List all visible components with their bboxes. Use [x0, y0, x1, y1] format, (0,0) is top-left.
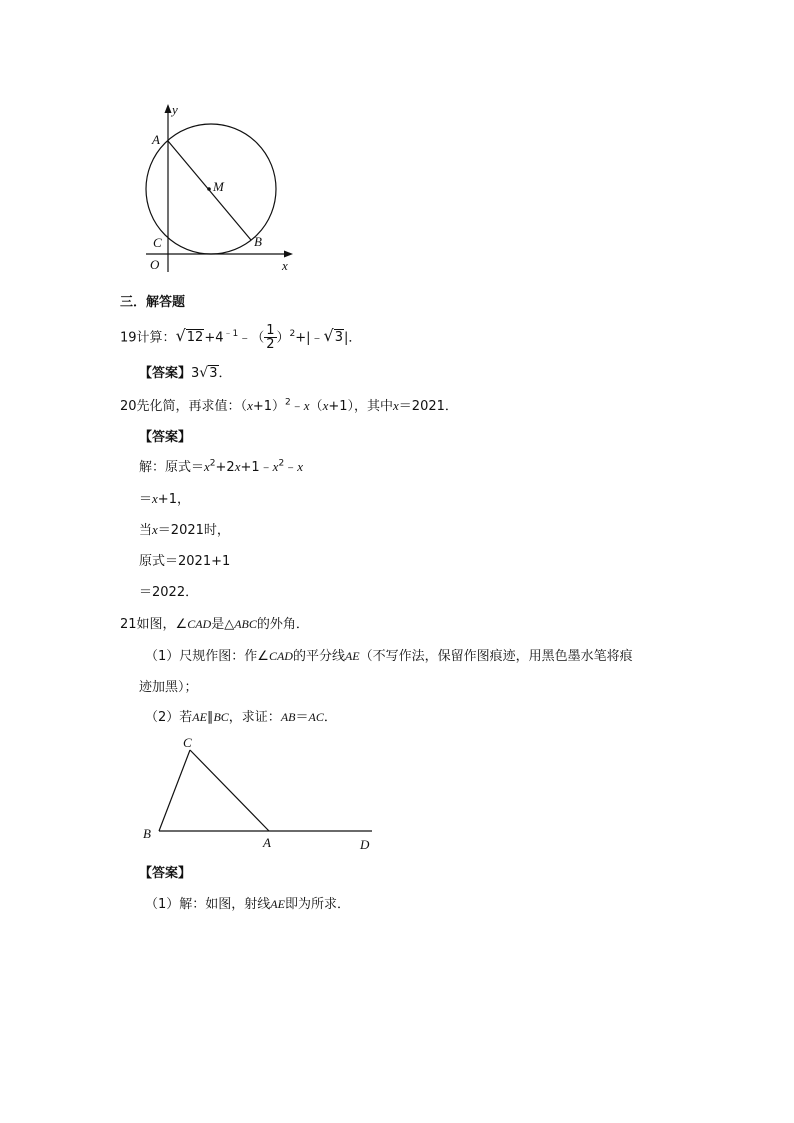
q19-exp1: ﹣1	[223, 329, 239, 339]
q20-text6: ＝2021．	[398, 399, 458, 414]
q20-solution-line3: 当x＝2021时，	[139, 522, 230, 538]
q20-var3: x	[322, 398, 329, 413]
label-o: O	[150, 257, 160, 272]
q19-answer-label: 【答案】	[139, 366, 192, 381]
label-b: B	[254, 234, 262, 249]
q20-var4: x	[393, 398, 399, 413]
q20-var2: x	[303, 398, 310, 413]
label-d: D	[360, 837, 370, 852]
q19-exp2: 2	[289, 329, 296, 339]
segment-bc	[159, 750, 190, 831]
label-c: C	[183, 735, 192, 750]
q21-answer-label: 【答案】	[139, 866, 192, 881]
q21-part1: （1）尺规作图：作∠CAD的平分线AE（不写作法，保留作图痕迹，用黑色墨水笔将痕	[145, 649, 633, 664]
label-m: M	[213, 179, 224, 194]
q19-part6: |．	[344, 330, 362, 346]
q19-answer-coef: 3	[191, 366, 200, 381]
circle-figure	[140, 100, 310, 280]
q20-answer-label: 【答案】	[139, 430, 192, 445]
q20-number: 20	[120, 399, 137, 414]
q20-text4: （	[309, 399, 323, 414]
q19-fraction: $\frac{1}{2}$	[266, 323, 275, 353]
triangle-figure	[138, 733, 388, 855]
question-19	[120, 322, 361, 351]
label-x: x	[282, 258, 288, 273]
q20-exp: 2	[285, 397, 291, 408]
label-c: C	[153, 235, 162, 250]
q20-text2: +1）	[252, 399, 286, 414]
q19-prefix: 计算：	[136, 330, 176, 346]
q19-answer	[139, 362, 232, 381]
q20-text3: ﹣	[290, 399, 304, 414]
y-axis-arrow	[165, 104, 172, 113]
label-a: A	[152, 132, 160, 147]
q20-var1: x	[247, 398, 253, 413]
q19-part2: +4	[204, 330, 224, 346]
q19-sqrt-12: √12	[175, 326, 204, 346]
center-point-m	[207, 187, 211, 191]
question-20	[120, 395, 458, 414]
q19-part4: ）	[276, 330, 290, 346]
q19-answer-end: ．	[218, 366, 232, 381]
q20-solution-line5: ＝2022．	[139, 585, 199, 600]
label-b: B	[143, 826, 151, 841]
q21-part2: （2）若AE∥BC，求证：AB＝AC．	[145, 710, 337, 725]
q20-text5: +1），其中	[328, 399, 394, 414]
q19-sqrt-3: √3	[323, 326, 344, 346]
q20-text1: 先化简，再求值：（	[136, 399, 248, 414]
section-heading: 三．解答题	[120, 295, 186, 310]
q19-part3: ﹣（	[238, 330, 265, 346]
q20-solution-line4: 原式＝2021+1	[139, 554, 231, 569]
question-21: 21如图，∠CAD是△ABC的外角．	[120, 617, 309, 632]
q19-part5: +|﹣	[295, 330, 324, 346]
q19-number: 19	[120, 330, 137, 346]
q21-answer-line1: （1）解：如图，射线AE即为所求．	[145, 897, 350, 912]
q20-solution-line2: ＝x+1，	[139, 491, 190, 507]
q21-part1-continued: 迹加黑）；	[139, 680, 198, 695]
label-a: A	[263, 835, 271, 850]
x-axis-arrow	[284, 251, 293, 258]
q20-solution-line1: 解：原式$=x^2+2x+1﹣x^2﹣x$	[139, 458, 303, 475]
segment-ca	[190, 750, 269, 831]
label-y: y	[172, 102, 178, 117]
q19-answer-sqrt: √3	[199, 365, 218, 381]
